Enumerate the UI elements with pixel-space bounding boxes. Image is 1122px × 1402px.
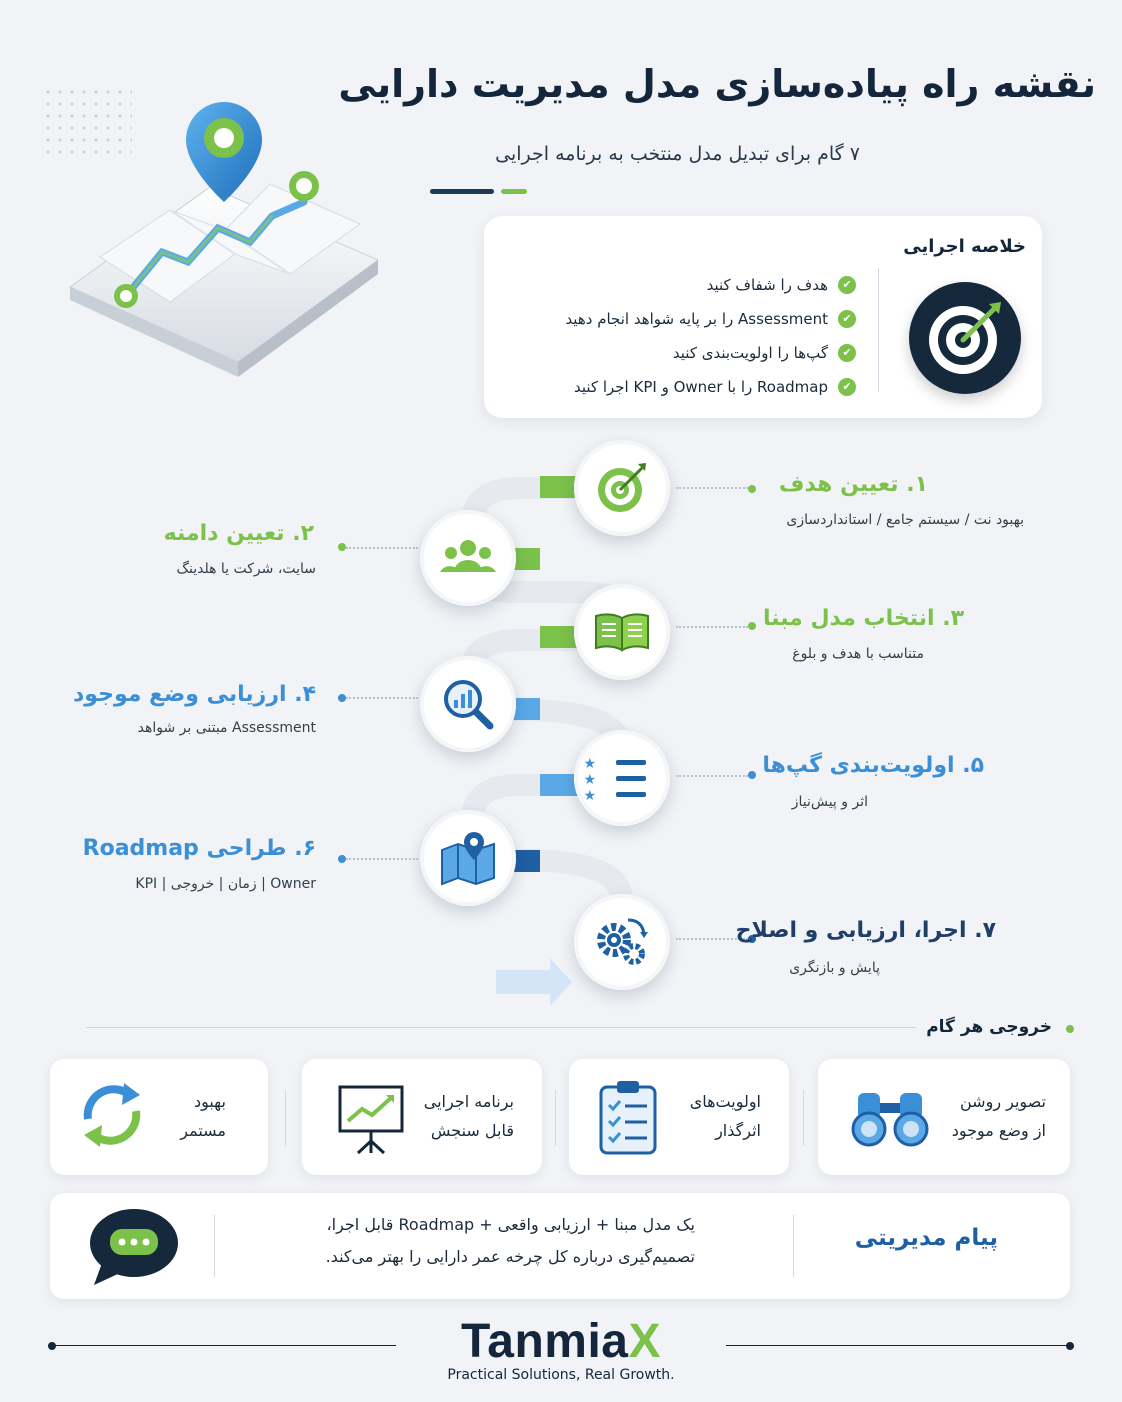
magnifier-chart-icon bbox=[438, 674, 498, 734]
step-3-title: ۳. انتخاب مدل مبنا bbox=[762, 606, 964, 631]
section-dot bbox=[1066, 1025, 1074, 1033]
output-card-line1: بهبود bbox=[193, 1092, 226, 1111]
checklist-icon bbox=[595, 1079, 661, 1157]
priority-list-icon bbox=[583, 748, 652, 808]
summary-list bbox=[565, 268, 856, 404]
gears-icon bbox=[592, 912, 652, 972]
step-2-title: ۲. تعیین دامنه bbox=[163, 521, 314, 546]
output-card bbox=[302, 1059, 542, 1175]
step-6-node bbox=[420, 810, 516, 906]
svg-text:★: ★ bbox=[583, 756, 596, 772]
summary-title: خلاصه اجرایی bbox=[903, 236, 1026, 257]
target-icon bbox=[592, 458, 652, 518]
svg-text:★: ★ bbox=[583, 772, 596, 788]
output-card bbox=[818, 1059, 1070, 1175]
map-illustration bbox=[60, 92, 390, 392]
step-7-node bbox=[574, 894, 670, 990]
message-line2: تصمیم‌گیری درباره کل چرخه عمر دارایی را بهتر می‌کند. bbox=[325, 1247, 695, 1266]
card-divider bbox=[803, 1090, 804, 1146]
output-card-line1: تصویر روشن bbox=[960, 1092, 1046, 1111]
message-divider bbox=[214, 1215, 215, 1277]
management-message-card bbox=[50, 1193, 1070, 1299]
page-title: نقشه راه پیاده‌سازی مدل مدیریت دارایی bbox=[338, 62, 1096, 106]
output-card bbox=[569, 1059, 789, 1175]
team-icon bbox=[438, 528, 498, 588]
step-2-dot bbox=[338, 543, 346, 551]
binoculars-icon bbox=[850, 1085, 930, 1149]
check-icon: ✔ bbox=[838, 310, 856, 328]
cycle-arrows-icon bbox=[74, 1075, 150, 1155]
summary-item: ✔ Roadmap را با Owner و KPI اجرا کنید bbox=[565, 370, 856, 404]
step-7-title: ۷. اجرا، ارزیابی و اصلاح bbox=[735, 918, 996, 943]
step-6-title: ۶. طراحی Roadmap bbox=[82, 836, 316, 861]
check-icon: ✔ bbox=[838, 344, 856, 362]
output-card-line2: مستمر bbox=[180, 1121, 226, 1140]
step-2-desc: سایت، شرکت یا هلدینگ bbox=[176, 561, 316, 577]
step-6-desc: Owner | زمان | خروجی | KPI bbox=[135, 876, 316, 892]
outputs-title: خروجی هر گام bbox=[926, 1017, 1052, 1037]
check-icon: ✔ bbox=[838, 378, 856, 396]
step-1-desc: بهبود نت / سیستم جامع / استانداردسازی bbox=[786, 512, 1024, 528]
step-6-dot bbox=[338, 855, 346, 863]
step-3-connector bbox=[676, 626, 748, 630]
step-5-node bbox=[574, 730, 670, 826]
svg-text:★: ★ bbox=[583, 788, 596, 804]
map-pin-icon bbox=[438, 828, 498, 888]
title-accent-bar-green bbox=[501, 189, 527, 194]
summary-item: ✔ هدف را شفاف کنید bbox=[565, 268, 856, 302]
output-card-line2: اثرگذار bbox=[715, 1121, 761, 1140]
message-divider bbox=[793, 1215, 794, 1277]
executive-summary-card bbox=[484, 216, 1042, 418]
summary-divider bbox=[878, 268, 879, 392]
step-5-connector bbox=[676, 775, 748, 779]
target-icon bbox=[909, 282, 1021, 394]
output-card-line2: از وضع موجود bbox=[951, 1121, 1046, 1140]
step-3-dot bbox=[748, 622, 756, 630]
check-icon: ✔ bbox=[838, 276, 856, 294]
book-icon bbox=[592, 602, 652, 662]
step-5-title: ۵. اولویت‌بندی گپ‌ها bbox=[762, 753, 984, 778]
section-divider bbox=[86, 1027, 916, 1028]
card-divider bbox=[285, 1090, 286, 1146]
step-1-dot bbox=[748, 485, 756, 493]
message-body bbox=[326, 1209, 695, 1273]
step-3-desc: متناسب با هدف و بلوغ bbox=[792, 646, 924, 662]
step-4-title: ۴. ارزیابی وضع موجود bbox=[73, 682, 316, 707]
presentation-chart-icon bbox=[336, 1083, 406, 1155]
summary-item: ✔ Assessment را بر پایه شواهد انجام دهید bbox=[565, 302, 856, 336]
step-3-node bbox=[574, 584, 670, 680]
output-card bbox=[50, 1059, 268, 1175]
page-subtitle: ۷ گام برای تبدیل مدل منتخب به برنامه اجرایی bbox=[495, 143, 860, 165]
step-4-connector bbox=[346, 697, 418, 701]
step-1-node bbox=[574, 440, 670, 536]
step-5-desc: اثر و پیش‌نیاز bbox=[791, 794, 868, 810]
brand-tagline: Practical Solutions, Real Growth. bbox=[447, 1367, 675, 1383]
summary-item: ✔ گپ‌ها را اولویت‌بندی کنید bbox=[565, 336, 856, 370]
brand-accent: X bbox=[628, 1315, 661, 1368]
title-accent-bar bbox=[430, 189, 494, 194]
step-1-connector bbox=[676, 487, 748, 491]
step-4-node bbox=[420, 656, 516, 752]
step-2-node bbox=[420, 510, 516, 606]
brand-logo bbox=[0, 1314, 1122, 1383]
output-card-line2: قابل سنجش bbox=[430, 1121, 514, 1140]
step-4-dot bbox=[338, 694, 346, 702]
step-7-desc: پایش و بازنگری bbox=[789, 960, 880, 976]
step-1-title: ۱. تعیین هدف bbox=[778, 472, 928, 497]
message-line1: یک مدل مبنا + ارزیابی واقعی + Roadmap قابل اجرا، bbox=[326, 1215, 695, 1234]
output-card-line1: اولویت‌های bbox=[689, 1092, 761, 1111]
brand-name: Tanmia bbox=[461, 1315, 629, 1368]
step-6-connector bbox=[346, 858, 418, 862]
chat-bubble-icon bbox=[86, 1203, 182, 1289]
step-4-desc: Assessment مبتنی بر شواهد bbox=[137, 720, 316, 736]
step-5-dot bbox=[748, 771, 756, 779]
message-title: پیام مدیریتی bbox=[854, 1225, 998, 1251]
output-card-line1: برنامه اجرایی bbox=[423, 1092, 514, 1111]
step-2-connector bbox=[346, 547, 418, 551]
card-divider bbox=[555, 1090, 556, 1146]
